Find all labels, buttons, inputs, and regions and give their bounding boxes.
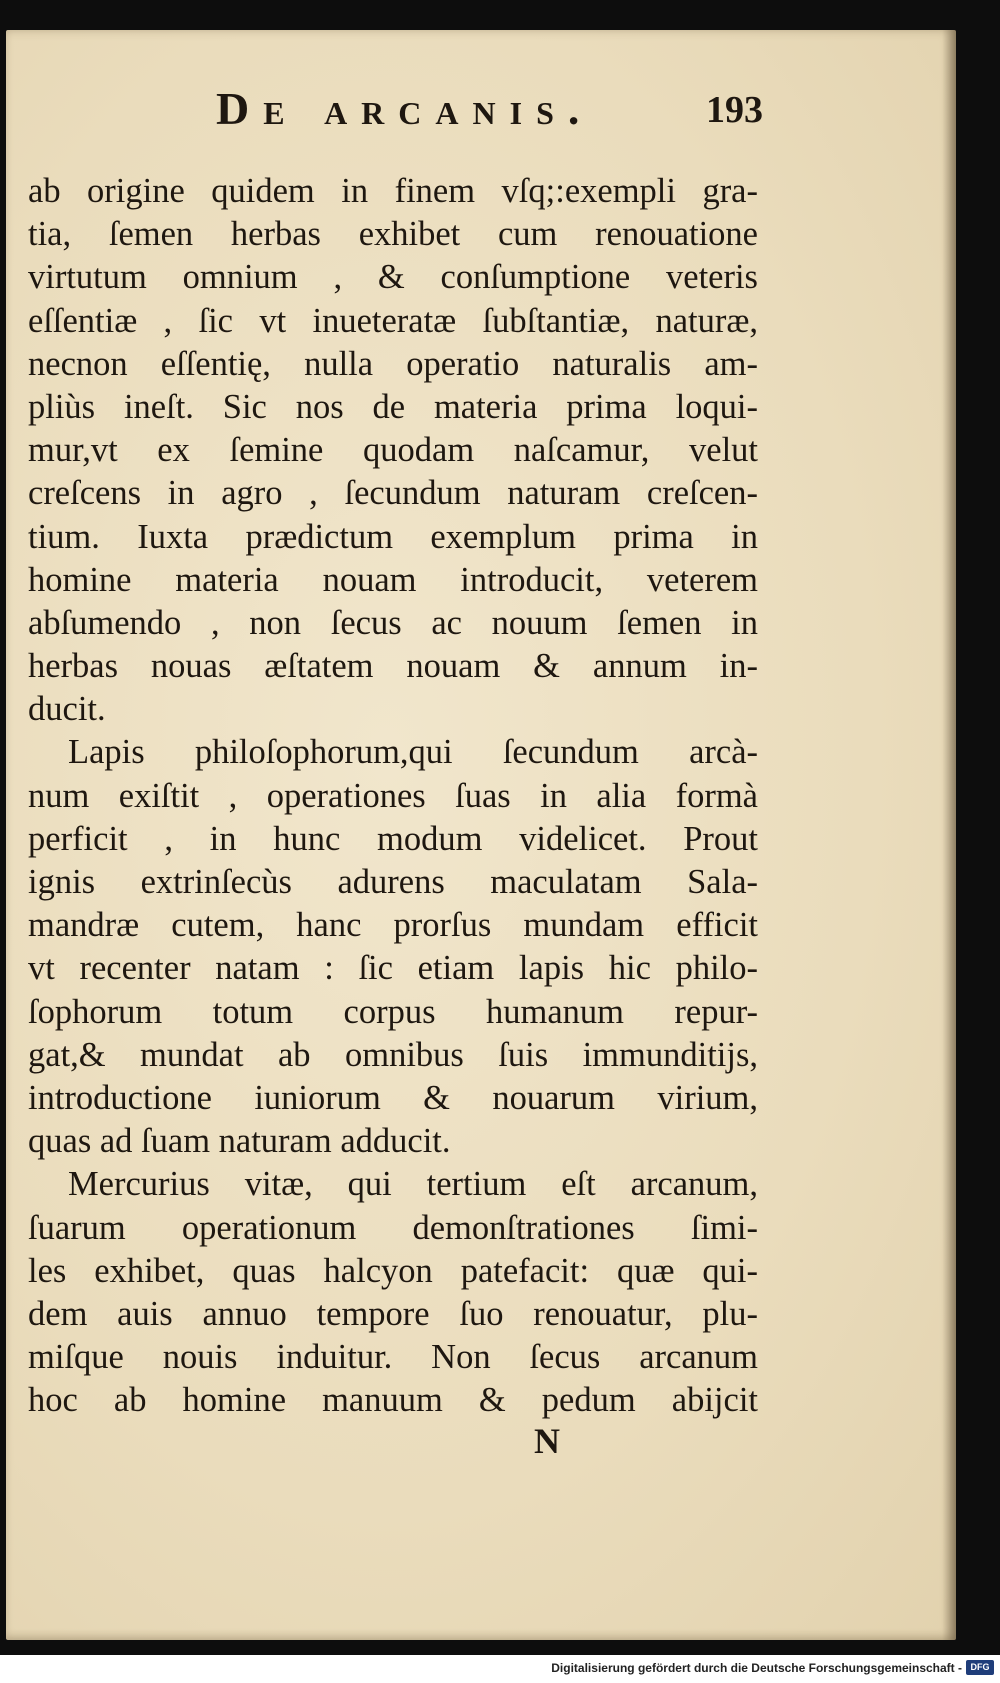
page-number: 193	[706, 89, 763, 131]
text-line: necnon eſſentię, nulla operatio naturalis am-	[28, 344, 758, 383]
text-line: abſumendo , non ſecus ac nouum ſemen in	[28, 603, 758, 642]
paragraph-start-line: Mercurius vitæ, qui tertium eſt arcanum,	[68, 1165, 758, 1204]
text-line: ab origine quidem in finem vſq;:exempli gra-	[28, 172, 758, 210]
text-line: herbas nouas æſtatem nouam & annum in-	[28, 647, 758, 686]
text-line: gat,& mundat ab omnibus ſuis immunditijs,	[28, 1035, 758, 1074]
text-line: creſcens in agro , ſecundum naturam creſcen-	[28, 474, 758, 513]
text-line: introductione iuniorum & nouarum virium,	[28, 1078, 758, 1117]
text-line: perficit , in hunc modum videlicet. Prout	[28, 819, 758, 858]
text-line: ignis extrinſecùs adurens maculatam Sala-	[28, 863, 758, 901]
body-text	[28, 170, 758, 1422]
signature-mark: N	[534, 1421, 560, 1461]
page-header	[6, 82, 956, 142]
text-line: ſophorum totum corpus humanum repur-	[28, 992, 758, 1031]
paragraph-start-line: Lapis philoſophorum,qui ſecundum arcà-	[68, 733, 758, 772]
text-line: pliùs ineſt. Sic nos de materia prima loqui-	[28, 387, 758, 426]
book-page	[6, 30, 956, 1640]
text-line: vt recenter natam : ſic etiam lapis hic philo-	[28, 949, 758, 988]
text-line: eſſentiæ , ſic vt inueteratæ ſubſtantiæ, naturæ,	[28, 301, 758, 340]
text-line: ducit.	[28, 690, 106, 729]
text-line: virtutum omnium , & conſumptione veteris	[28, 258, 758, 297]
text-line: num exiſtit , operationes ſuas in alia formà	[28, 776, 758, 815]
text-line: mur,vt ex ſemine quodam naſcamur, velut	[28, 431, 758, 470]
text-line: dem auis annuo tempore ſuo renouatur, plu-	[28, 1294, 758, 1333]
text-line: ſuarum operationum demonſtrationes ſimi-	[28, 1208, 758, 1247]
running-head: De arcanis.	[216, 83, 594, 134]
text-line: hoc ab homine manuum & pedum abijcit	[28, 1381, 758, 1420]
text-line: les exhibet, quas halcyon patefacit: quæ qui-	[28, 1251, 758, 1290]
text-line: miſque nouis induitur. Non ſecus arcanum	[28, 1338, 758, 1377]
page-edge-shadow	[942, 30, 956, 1640]
text-line: mandræ cutem, hanc prorſus mundam efficit	[28, 906, 758, 945]
dfg-logo: DFG	[966, 1660, 994, 1675]
text-line: tium. Iuxta prædictum exemplum prima in	[28, 517, 758, 556]
text-line: homine materia nouam introducit, veterem	[28, 560, 758, 599]
digitization-footer	[0, 1655, 1000, 1683]
funding-credit: Digitalisierung gefördert durch die Deutsche Forschungsgemeinschaft -	[551, 1661, 962, 1675]
text-line: tia, ſemen herbas exhibet cum renouatione	[28, 215, 758, 254]
text-line: quas ad ſuam naturam adducit.	[28, 1122, 451, 1161]
